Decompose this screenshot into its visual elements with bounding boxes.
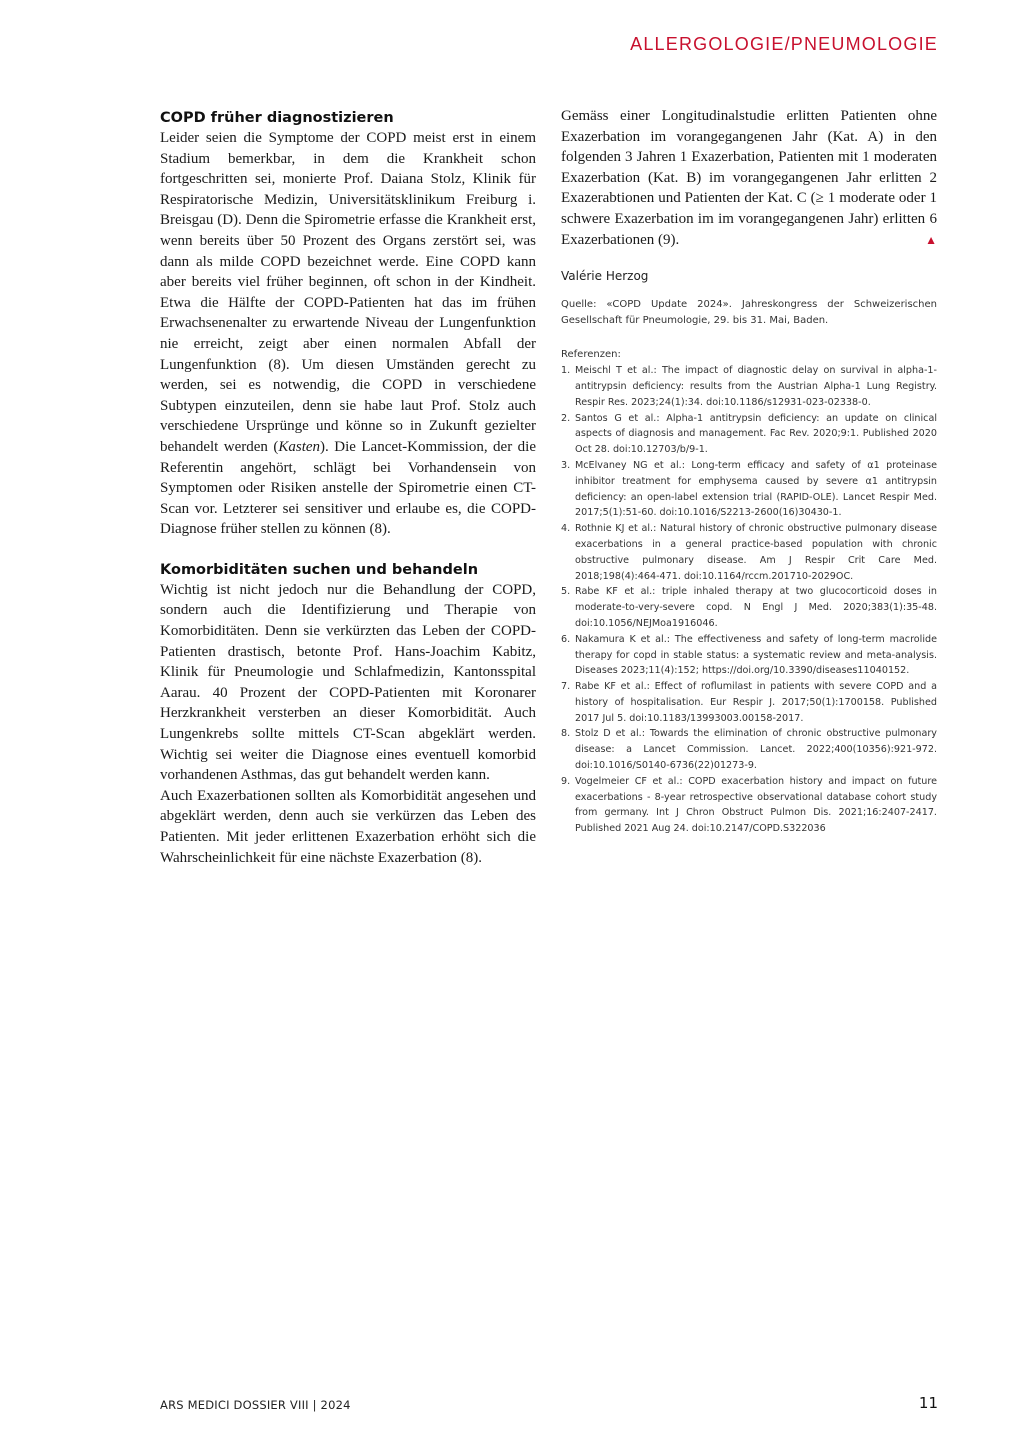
reference-number: 4. <box>561 523 571 535</box>
paragraph-text: Gemäss einer Longitudinalstudie erlitten Patienten ohne Exazerbation im vorangegangenen Jahr (Kat. A) in den folgenden 3 Jahren 1 Exazerbation, Patienten mit 1 moderaten Exazerbation (Kat. B) im vorangegangenen Jahr erlitten 2 Exazerabtionen und Patienten der Kat. C (≥ 1 moderate oder 1 schwere Exazerbation im im vorangegangenen Jahr) erlitten 6 Exazerbationen (9). <box>561 108 937 248</box>
end-of-article-icon: ▲ <box>925 232 937 247</box>
journal-footer: ARS MEDICI DOSSIER VIII | 2024 <box>160 1398 351 1412</box>
reference-text: Rabe KF et al.: Effect of roflumilast in patients with severe COPD and a history of hospitalisation. Eur Respir J. 2017;50(1):1700158. Published 2017 Jul 5. doi:10.1183/13993003.00158-2017. <box>575 681 937 724</box>
left-column <box>160 108 536 868</box>
reference-text: Vogelmeier CF et al.: COPD exacerbation history and impact on future exacerbations - 8-year retrospective observational database cohort study from germany. Int J Chron Obstruct Pulmon Dis. 2021;16:2407-2417. Published 2021 Aug 24. doi:10.2147/COPD.S322036 <box>575 775 937 835</box>
reference-text: Nakamura K et al.: The effectiveness and safety of long-term macrolide therapy for copd in stable status: a systematic review and meta-analysis. Diseases 2023;11(4):152; https://doi.org/10.3390/diseases11040152. <box>575 633 937 677</box>
page-number: 11 <box>918 1394 938 1412</box>
reference-number: 3. <box>561 459 571 471</box>
paragraph-komorbiditaeten: Wichtig ist nicht jedoch nur die Behandlung der COPD, sondern auch die Identifizierung und Therapie von Komorbiditäten. Denn sie verkürzten das Leben der COPD-Patienten drastisch, betonte Prof. Hans-Joachim Kabitz, Klinik für Pneumologie und Schlafmedizin, Kantonsspital Aarau. 40 Prozent der COPD-Patienten mit Koronarer Herzkrankheit versterben an dieser Komorbidität. Auch Lungenkrebs sollte mittels CT-Scan abgeklärt werden. Wichtig sei weiter die Diagnose eines eventuell komorbid vorhandenen Asthmas, das gut behandelt werden kann. <box>160 581 536 784</box>
reference-text: Santos G et al.: Alpha-1 antitrypsin deficiency: an update on clinical aspects of diagnosis and management. Fac Rev. 2020;9:1. Published 2020 Oct 28. doi:10.12703/b/9-1. <box>575 412 937 456</box>
reference-item <box>561 726 937 773</box>
paragraph-copd-diagnosis <box>160 128 536 540</box>
reference-item <box>561 584 937 631</box>
paragraph-exazerbationen: Auch Exazerbationen sollten als Komorbidität angesehen und abgeklärt werden, denn auch sie verkürzen das Leben des Patienten. Mit jeder erlittenen Exazerbation erhöht sich die Wahrscheinlichkeit für eine nächste Exazerbation (8). <box>160 787 536 866</box>
kasten-reference: Kasten <box>278 438 321 455</box>
reference-number: 9. <box>561 775 571 787</box>
author-name: Valérie Herzog <box>561 269 649 284</box>
reference-number: 8. <box>561 728 571 740</box>
heading-copd-frueher: COPD früher diagnostizieren <box>160 110 394 126</box>
reference-number: 7. <box>561 681 571 693</box>
reference-text: Rabe KF et al.: triple inhaled therapy at two glucocorticoid doses in moderate-to-very-severe copd. N Engl J Med. 2020;383(1):35-48. doi:10.1056/NEJMoa1916046. <box>575 586 937 629</box>
paragraph-text-tail: ). Die Lancet-Kommission, der die Referentin angehört, schlägt bei Vorhandensein von Symptomen oder Risiken anstelle der Spirometrie einen CT-Scan vor. Letzterer sei sensitiver und erlaube es, die COPD-Diagnose früher stellen zu können (8). <box>160 438 536 538</box>
reference-number: 5. <box>561 586 571 598</box>
right-column <box>561 106 937 837</box>
reference-text: Meischl T et al.: The impact of diagnostic delay on survival in alpha-1-antitrypsin deficiency: results from the Austrian Alpha-1 Lung Registry. Respir Res. 2023;24(1):34. doi:10.1186/s12931-023-02338-0. <box>575 365 937 408</box>
reference-item <box>561 774 937 837</box>
references-list <box>561 363 937 837</box>
source-note: Quelle: «COPD Update 2024». Jahreskongress der Schweizerischen Gesellschaft für Pneumologie, 29. bis 31. Mai, Baden. <box>561 299 937 327</box>
reference-item <box>561 679 937 726</box>
reference-item <box>561 363 937 410</box>
reference-item <box>561 411 937 458</box>
section-title: ALLERGOLOGIE/PNEUMOLOGIE <box>630 34 938 54</box>
paragraph-text: Leider seien die Symptome der COPD meist erst in einem Stadium bemerkbar, in dem die Krankheit schon fortgeschritten sei, monierte Prof. Daiana Stolz, Klinik für Respiratorische Medizin, Universitätsklinikum Freiburg i. Breisgau (D). Denn die Spirometrie erfasse die Krankheit erst, wenn bereits über 50 Prozent des Organs zerstört sei, was dann als milde COPD bezeichnet werde. Eine COPD kann aber bereits viel früher beginnen, oft schon in der Kindheit. Etwa die Hälfte der COPD-Patienten hat das im frühen Erwachsenenalter zu erwartende Niveau der Lungenfunktion nie erreicht, zeigt aber einen normalen Abfall der Lungenfunktion (8). Um diesen Umständen gerecht zu werden, sei es notwendig, die COPD in verschiedene Subtypen einzuteilen, denn sie habe laut Prof. Stolz auch verschiedene Ursprünge und könne so in Zukunft gezielter behandelt werden ( <box>160 130 536 455</box>
reference-number: 2. <box>561 412 571 424</box>
reference-number: 6. <box>561 633 571 645</box>
paragraph-longitudinalstudie <box>561 106 937 250</box>
reference-item <box>561 632 937 679</box>
reference-text: Stolz D et al.: Towards the elimination of chronic obstructive pulmonary disease: a Lancet Commission. Lancet. 2022;400(10356):921-972. doi:10.1016/S0140-6736(22)01273-9. <box>575 728 937 772</box>
reference-text: Rothnie KJ et al.: Natural history of chronic obstructive pulmonary disease exacerbations in a general practice-based population with chronic obstructive pulmonary disease. Am J Respir Crit Care Med. 2018;198(4):464-471. doi:10.1164/rccm.201710-2029OC. <box>575 523 937 582</box>
heading-komorbiditaeten: Komorbiditäten suchen und behandeln <box>160 561 479 578</box>
references-heading: Referenzen: <box>561 349 621 361</box>
reference-text: McElvaney NG et al.: Long-term efficacy and safety of α1 proteinase inhibitor treatment for emphysema caused by severe α1 antitrypsin deficiency: an open-label extension trial (RAPID-OLE). Lancet Respir Med. 2017;5(1):51-60. doi:10.1016/S2213-2600(16)30430-1. <box>575 459 937 519</box>
reference-item <box>561 458 937 521</box>
reference-item <box>561 521 937 584</box>
reference-number: 1. <box>561 365 571 377</box>
